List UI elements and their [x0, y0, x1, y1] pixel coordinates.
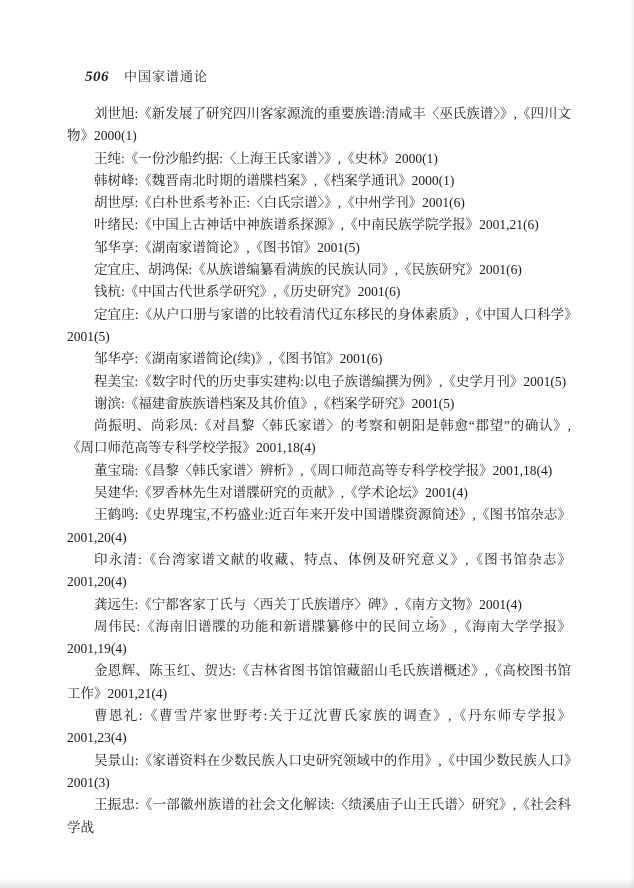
running-head — [85, 66, 208, 86]
bibliography-entry: 定宜庄、胡鸿保:《从族谱编纂看满族的民族认同》,《民族研究》2001(6) — [94, 262, 522, 278]
bibliography-entry: 定宜庄:《从户口册与家谱的比较看清代辽东移民的身体素质》,《中国人口科学》2001(5) — [67, 306, 571, 344]
bibliography-entry: 王鹤鸣:《史界瑰宝,不朽盛业:近百年来开发中国谱牒资源简述》,《图书馆杂志》2001,20(4) — [67, 507, 571, 545]
bibliography-entry: 金恩辉、陈玉红、贺达:《吉林省图书馆馆藏韶山毛氏族谱概述》,《高校图书馆工作》2001,21(4) — [67, 663, 571, 701]
bibliography-entry: 谢滨:《福建畲族族谱档案及其价值》,《档案学研究》2001(5) — [94, 395, 455, 411]
bibliography-entry: 胡世厚:《白朴世系考补正:〈白氏宗谱〉》,《中州学刊》2001(6) — [94, 195, 465, 211]
book-title: 中国家谱通论 — [124, 69, 209, 84]
bibliography-entry: 王纯:《一份沙船约据:〈上海王氏家谱〉》,《史林》2000(1) — [94, 150, 438, 166]
bibliography-entry: 尚振明、尚彩凤:《对昌黎〈韩氏家谱〉的考察和朝阳是韩愈“郡望”的确认》,《周口师范高等专科学校学报》2001,18(4) — [67, 418, 571, 456]
bibliography-entry: 钱杭:《中国古代世系学研究》,《历史研究》2001(6) — [94, 284, 401, 300]
bibliography-entry: 曹恩礼:《曹雪芹家世野考:关于辽沈曹氏家族的调查》,《丹东师专学报》2001,23(4) — [67, 708, 571, 746]
bibliography-entry: 周伟民:《海南旧谱牒的功能和新谱牒纂修中的民间立场》,《海南大学学报》2001,19(4) — [67, 618, 571, 657]
bibliography-entry: 印永清:《台湾家谱文献的收藏、特点、体例及研究意义》,《图书馆杂志》2001,20(4) — [67, 551, 571, 590]
bibliography-entry: 程美宝:《数字时代的历史事实建构:以电子族谱编撰为例》,《史学月刊》2001(5) — [94, 373, 567, 389]
bibliography-entry: 王振忠:《一部徽州族谱的社会文化解读:〈绩溪庙子山王氏谱〉研究》,《社会科学战 — [67, 797, 571, 835]
bibliography-entry: 龚远生:《宁都客家丁氏与〈西关丁氏族谱序〉碑》,《南方文物》2001(4) — [94, 596, 522, 612]
bibliography-entry: 吴建华:《罗香林先生对谱牒研究的贡献》,《学术论坛》2001(4) — [94, 485, 468, 501]
bibliography-entry: 刘世旭:《新发展了研究四川客家源流的重要族谱:清咸丰〈巫氏族谱〉》,《四川文物》2000(1) — [67, 106, 571, 144]
bibliography-entry: 吴景山:《家谱资料在少数民族人口史研究领域中的作用》,《中国少数民族人口》2001(3) — [67, 752, 571, 790]
bibliography-list — [67, 103, 571, 839]
bibliography-entry: 邹华享:《湖南家谱简论》,《图书馆》2001(5) — [94, 239, 360, 255]
page-number: 506 — [85, 69, 109, 85]
scan-speck — [430, 616, 433, 618]
bibliography-entry: 叶绪民:《中国上古神话中神族谱系探源》,《中南民族学院学报》2001,21(6) — [94, 217, 539, 233]
bibliography-entry: 韩树峰:《魏晋南北时期的谱牒档案》,《档案学通讯》2000(1) — [94, 172, 455, 188]
bibliography-entry: 董宝瑞:《昌黎〈韩氏家谱〉辨析》,《周口师范高等专科学校学报》2001,18(4) — [94, 462, 553, 478]
bibliography-entry: 邹华亭:《湖南家谱简论(续)》,《图书馆》2001(6) — [94, 351, 383, 367]
